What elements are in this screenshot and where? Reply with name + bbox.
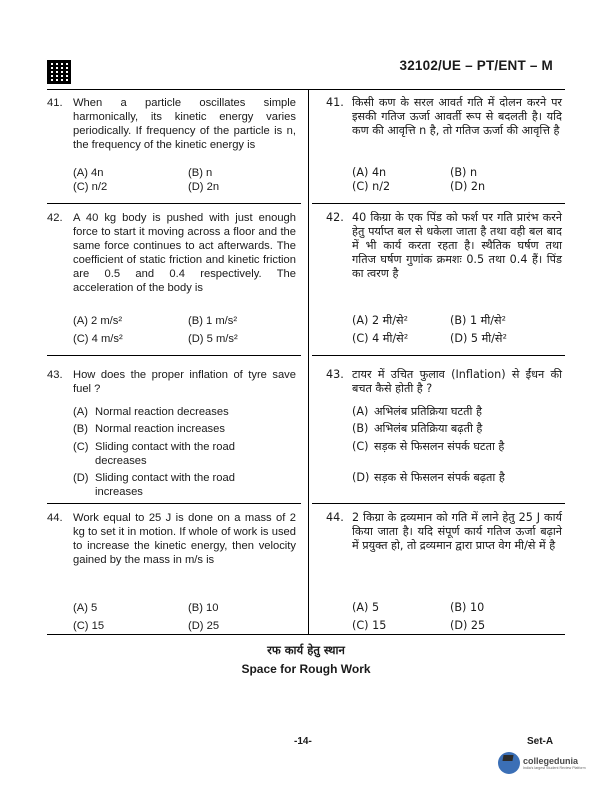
option-text: Normal reaction increases [95,423,225,435]
option-b: (B) 1 मी/से² [450,314,507,327]
option-c: (C) 4 m/s² [73,333,123,345]
option-b: (B) n [450,166,478,179]
option-a: (A) 5 [73,602,98,614]
option-label: (D) [73,472,89,484]
column-divider [308,89,309,634]
option-c: (C) 15 [73,620,105,632]
option-c: (C) n/2 [73,181,108,193]
option-text: अभिलंब प्रतिक्रिया बढ़ती है [374,422,483,435]
option-d: (D) 25 [450,619,486,632]
question-separator [47,355,301,356]
option-text: Sliding contact with the road decreases [95,441,235,467]
question-separator [312,355,565,356]
option-a: (A) 4n [352,166,387,179]
bottom-rule [47,634,565,635]
question-44-hi [326,511,562,553]
paper-code: 32102/UE – PT/ENT – M [399,58,553,73]
question-43-en [47,368,296,396]
set-label: Set-A [527,736,554,747]
option-b: (B) n [188,167,213,179]
top-rule [47,89,565,90]
qr-code-icon [47,60,71,84]
option-a: (A) 2 मी/से² [352,314,409,327]
option-b: (B) 10 [188,602,219,614]
option-c: (C) 15 [352,619,387,632]
rough-work-label-hindi: रफ कार्य हेतु स्थान [267,643,345,657]
question-text: A 40 kg body is pushed with just enough force to start it moving across a floor and the same force continues to act afterwards. The coefficient of static friction and kinetic friction are 0.5 and 0.4 respectively. The acceleration of the body is [73,212,296,294]
option-text: अभिलंब प्रतिक्रिया घटती है [374,405,482,418]
question-41-hi [326,96,562,138]
logo-name: collegedunia [523,756,579,766]
question-separator [47,503,301,504]
question-separator [47,203,301,204]
option-d: (D) 5 मी/से² [450,332,507,345]
option-d [73,471,253,499]
question-text: 2 किग्रा के द्रव्यमान को गति में लाने हेतु 25 J कार्य किया जाता है। यदि संपूर्ण कार्य गतिज ऊर्जा बढ़ाने में प्रयुक्त हो, तो द्रव्यमान द्वारा प्राप्त वेग मी/से में है [352,511,562,552]
question-text: किसी कण के सरल आवर्त गति में दोलन करने पर इसकी गतिज ऊर्जा आवर्ती रूप से बदलती है। यदि कण की आवृत्ति n है, तो गतिज ऊर्जा की आवृत्ति है [352,96,562,137]
question-number: 42. [326,211,344,224]
question-number: 44. [326,511,344,524]
page-number: -14- [294,736,312,747]
option-label: (A) [352,405,369,418]
option-b [352,422,557,436]
option-a [73,405,283,419]
question-number: 42. [47,212,63,224]
option-d: (D) 2n [450,180,486,193]
option-text: सड़क से फिसलन संपर्क बढ़ता है [374,471,505,484]
question-43-hi [326,368,562,396]
question-text: When a particle oscillates simple harmonically, its kinetic energy varies periodically. If frequency of the particle is n, the frequency of the kinetic energy is [73,97,296,151]
question-number: 41. [326,96,344,109]
option-label: (B) [352,422,369,435]
option-a [352,405,557,419]
option-text: Sliding contact with the road increases [95,472,235,498]
option-text: Normal reaction decreases [95,406,229,418]
option-b: (B) 1 m/s² [188,315,238,327]
collegedunia-logo [498,752,586,774]
option-b [73,422,283,436]
option-a: (A) 4n [73,167,104,179]
question-text: How does the proper inflation of tyre save fuel ? [73,369,296,395]
question-separator [312,503,565,504]
question-text: टायर में उचित फुलाव (Inflation) से ईंधन की बचत कैसे होती है ? [352,368,562,395]
question-number: 44. [47,512,63,524]
option-d: (D) 25 [188,620,220,632]
question-number: 43. [47,369,63,381]
option-label: (C) [73,441,89,453]
rough-work-label: Space for Rough Work [241,662,371,676]
option-d [352,471,557,485]
question-separator [312,203,565,204]
option-c [73,440,253,468]
question-number: 41. [47,97,63,109]
question-42-en [47,211,296,295]
question-44-en [47,511,296,567]
option-c [352,440,557,454]
question-number: 43. [326,368,344,381]
option-text: सड़क से फिसलन संपर्क घटता है [374,440,505,453]
question-41-en [47,96,296,152]
question-42-hi [326,211,562,281]
question-text: Work equal to 25 J is done on a mass of 2 kg to set it in motion. If whole of work is used to increase the kinetic energy, then velocity gained by the mass in m/s is [73,512,296,566]
option-a: (A) 2 m/s² [73,315,123,327]
option-label: (C) [352,440,369,453]
option-a: (A) 5 [352,601,380,614]
option-d: (D) 5 m/s² [188,333,238,345]
option-label: (B) [73,423,88,435]
question-text: 40 किग्रा के एक पिंड को फर्श पर गति प्रारंभ करने हेतु पर्याप्त बल से धकेला जाता है तथा वही बल बाद में भी कार्य करता रहता है। स्थैतिक घर्षण तथा गतिज घर्षण गुणांक क्रमशः 0.5 तथा 0.4 हैं। पिंड का त्वरण है [352,211,562,280]
logo-icon [498,752,520,774]
option-label: (A) [73,406,88,418]
option-label: (D) [352,471,370,484]
option-d: (D) 2n [188,181,220,193]
logo-tagline: India's largest Student Review Platform [523,766,586,770]
option-c: (C) n/2 [352,180,391,193]
option-b: (B) 10 [450,601,485,614]
option-c: (C) 4 मी/से² [352,332,409,345]
